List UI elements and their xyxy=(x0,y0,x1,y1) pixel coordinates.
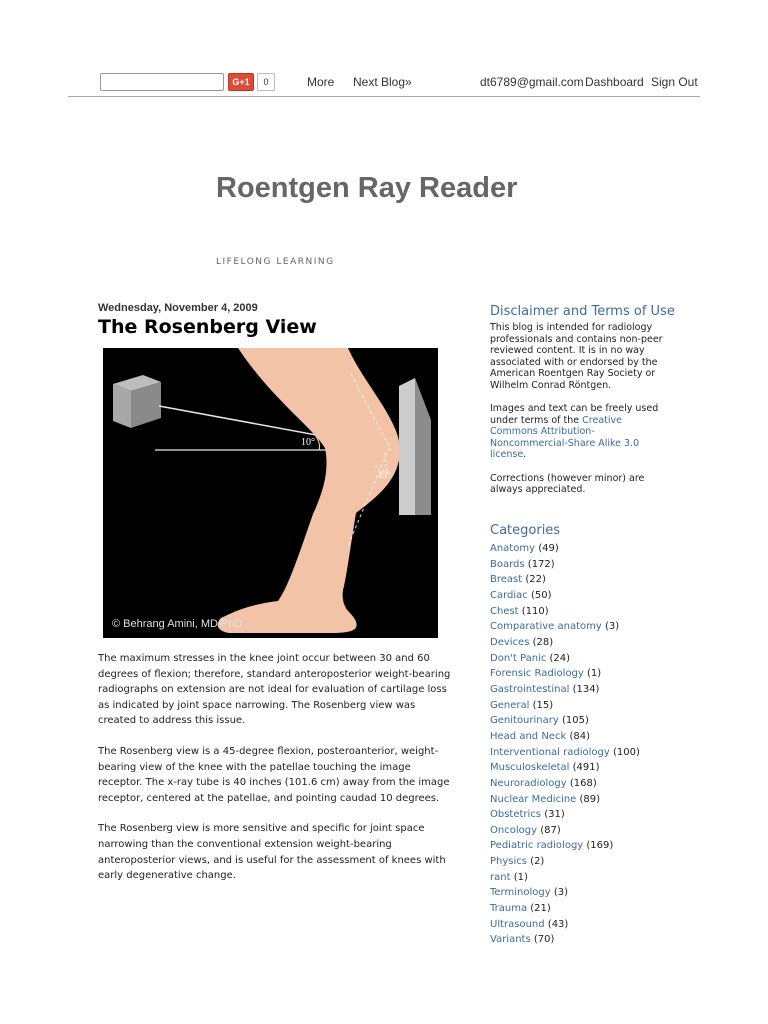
next-blog-link[interactable]: Next Blog» xyxy=(353,75,412,89)
creative-commons-license-link[interactable]: Creative Commons Attribution-Noncommercial-Share Alike 3.0 license xyxy=(490,414,640,461)
license-prefix: Images and text can be freely used under terms of the xyxy=(490,403,659,426)
category-count: (28) xyxy=(532,636,554,648)
category-link[interactable]: Nuclear Medicine xyxy=(490,793,577,805)
category-count: (110) xyxy=(521,605,549,617)
category-link[interactable]: Oncology xyxy=(490,824,537,836)
blogger-navbar xyxy=(68,68,700,97)
category-link[interactable]: Boards xyxy=(490,558,525,570)
category-item xyxy=(490,792,640,808)
category-item xyxy=(490,838,640,854)
category-item xyxy=(490,682,640,698)
category-link[interactable]: Gastrointestinal xyxy=(490,683,570,695)
post-body xyxy=(98,651,454,899)
category-link[interactable]: Don't Panic xyxy=(490,652,547,664)
xray-tube-front xyxy=(113,384,131,428)
category-count: (87) xyxy=(540,824,561,836)
disclaimer-text xyxy=(490,322,665,507)
category-count: (21) xyxy=(530,903,551,915)
category-item xyxy=(490,557,640,573)
category-item xyxy=(490,901,640,917)
category-count: (1) xyxy=(513,871,528,883)
category-item xyxy=(490,635,640,651)
category-item xyxy=(490,870,640,886)
categories-widget-title: Categories xyxy=(490,523,561,538)
blog-description: LIFELONG LEARNING xyxy=(216,257,335,267)
category-link[interactable]: Comparative anatomy xyxy=(490,621,602,633)
sign-out-link[interactable]: Sign Out xyxy=(651,75,698,89)
category-item xyxy=(490,917,640,933)
category-link[interactable]: Interventional radiology xyxy=(490,746,610,758)
category-count: (3) xyxy=(553,887,568,899)
image-credit: © Behrang Amini, MD/PhD xyxy=(112,618,243,630)
leg-illustration xyxy=(218,348,400,633)
category-count: (100) xyxy=(612,746,640,758)
image-receptor-plate xyxy=(415,378,431,515)
category-count: (15) xyxy=(532,699,554,711)
tube-angle-label: 10° xyxy=(301,437,315,448)
receptor-edge xyxy=(399,378,415,515)
category-link[interactable]: Ultrasound xyxy=(490,918,545,930)
category-link[interactable]: Musculoskeletal xyxy=(490,762,570,774)
category-count: (22) xyxy=(525,574,546,586)
category-link[interactable]: General xyxy=(490,699,530,711)
category-link[interactable]: Chest xyxy=(490,605,519,617)
category-item xyxy=(490,745,640,761)
category-item xyxy=(490,604,640,620)
category-item xyxy=(490,541,640,557)
knee-xray-illustration xyxy=(103,348,438,638)
category-item xyxy=(490,932,640,948)
disclaimer-widget-title: Disclaimer and Terms of Use xyxy=(490,304,675,319)
categories-list xyxy=(490,541,640,948)
category-link[interactable]: Neuroradiology xyxy=(490,777,567,789)
dashboard-link[interactable]: Dashboard xyxy=(585,75,644,89)
category-count: (31) xyxy=(544,809,565,821)
category-count: (3) xyxy=(604,621,620,633)
corrections-paragraph: Corrections (however minor) are always appreciated. xyxy=(490,472,645,496)
category-item xyxy=(490,729,640,745)
category-count: (89) xyxy=(579,793,601,805)
category-link[interactable]: Cardiac xyxy=(490,589,528,601)
category-link[interactable]: Physics xyxy=(490,856,527,868)
category-item xyxy=(490,572,640,588)
user-email: dt6789@gmail.com xyxy=(480,75,584,89)
knee-angle-label: 45° xyxy=(378,470,391,480)
category-link[interactable]: Head and Neck xyxy=(490,730,567,742)
category-item xyxy=(490,619,640,635)
category-link[interactable]: Terminology xyxy=(490,887,551,899)
category-item xyxy=(490,807,640,823)
license-suffix: . xyxy=(523,449,527,461)
post-paragraph: The maximum stresses in the knee joint occur between 30 and 60 degrees of flexion; therefore, standard anteroposterior weight-bearing radiographs on extension are not ideal for evaluation of cartilage loss as indicated by joint space narrowing. The Rosenberg view was created to address this issue. xyxy=(98,653,451,727)
category-count: (43) xyxy=(547,918,569,930)
category-link[interactable]: Devices xyxy=(490,636,530,648)
category-count: (172) xyxy=(527,558,555,570)
category-link[interactable]: Genitourinary xyxy=(490,715,559,727)
category-count: (105) xyxy=(561,715,589,727)
plus-one-count: 0 xyxy=(257,73,275,91)
category-count: (169) xyxy=(586,840,614,852)
post-paragraph: The Rosenberg view is more sensitive and specific for joint space narrowing than the conventional extension weight-bearing anteroposterior views, and is useful for the assessment of knees with early degenerative change. xyxy=(98,823,446,882)
category-count: (1) xyxy=(587,668,602,680)
google-plus-one-button[interactable]: G+1 xyxy=(228,73,254,91)
category-link[interactable]: rant xyxy=(490,871,511,883)
category-link[interactable]: Pediatric radiology xyxy=(490,840,584,852)
category-item xyxy=(490,885,640,901)
category-count: (2) xyxy=(530,856,545,868)
category-item xyxy=(490,666,640,682)
post-title[interactable]: The Rosenberg View xyxy=(98,316,317,338)
navbar-search-input[interactable] xyxy=(100,73,224,91)
category-count: (24) xyxy=(549,652,571,664)
category-item xyxy=(490,651,640,667)
category-count: (491) xyxy=(572,762,600,774)
category-count: (134) xyxy=(572,683,600,695)
blog-title[interactable]: Roentgen Ray Reader xyxy=(216,172,518,204)
category-item xyxy=(490,713,640,729)
category-item xyxy=(490,776,640,792)
category-item xyxy=(490,854,640,870)
category-count: (49) xyxy=(538,543,559,554)
category-link[interactable]: Variants xyxy=(490,934,531,946)
category-item xyxy=(490,698,640,714)
disclaimer-paragraph: This blog is intended for radiology professionals and contains non-peer reviewed content. It is in no way associated with or endorsed by the American Roentgen Ray Society or Wilhelm Conrad Röntgen. xyxy=(490,322,663,391)
category-link[interactable]: Trauma xyxy=(490,903,528,915)
category-link[interactable]: Obstetrics xyxy=(490,809,542,821)
license-paragraph xyxy=(490,403,665,461)
category-count: (70) xyxy=(533,934,555,946)
category-item xyxy=(490,588,640,604)
category-link[interactable]: Breast xyxy=(490,574,523,586)
category-count: (168) xyxy=(569,777,597,789)
category-item xyxy=(490,760,640,776)
post-paragraph: The Rosenberg view is a 45-degree flexion, posteroanterior, weight-bearing view of the knee with the patellae touching the image receptor. The x-ray tube is 40 inches (101.6 cm) away from the image receptor, centered at the patellae, and pointing caudad 10 degrees. xyxy=(98,745,450,804)
category-link[interactable]: Forensic Radiology xyxy=(490,668,584,680)
rosenberg-view-diagram[interactable] xyxy=(103,348,438,638)
post-date: Wednesday, November 4, 2009 xyxy=(98,302,258,314)
category-count: (50) xyxy=(531,589,552,601)
category-link[interactable]: Anatomy xyxy=(490,543,536,554)
more-link[interactable]: More xyxy=(307,75,335,89)
category-count: (84) xyxy=(569,730,590,742)
category-item xyxy=(490,823,640,839)
